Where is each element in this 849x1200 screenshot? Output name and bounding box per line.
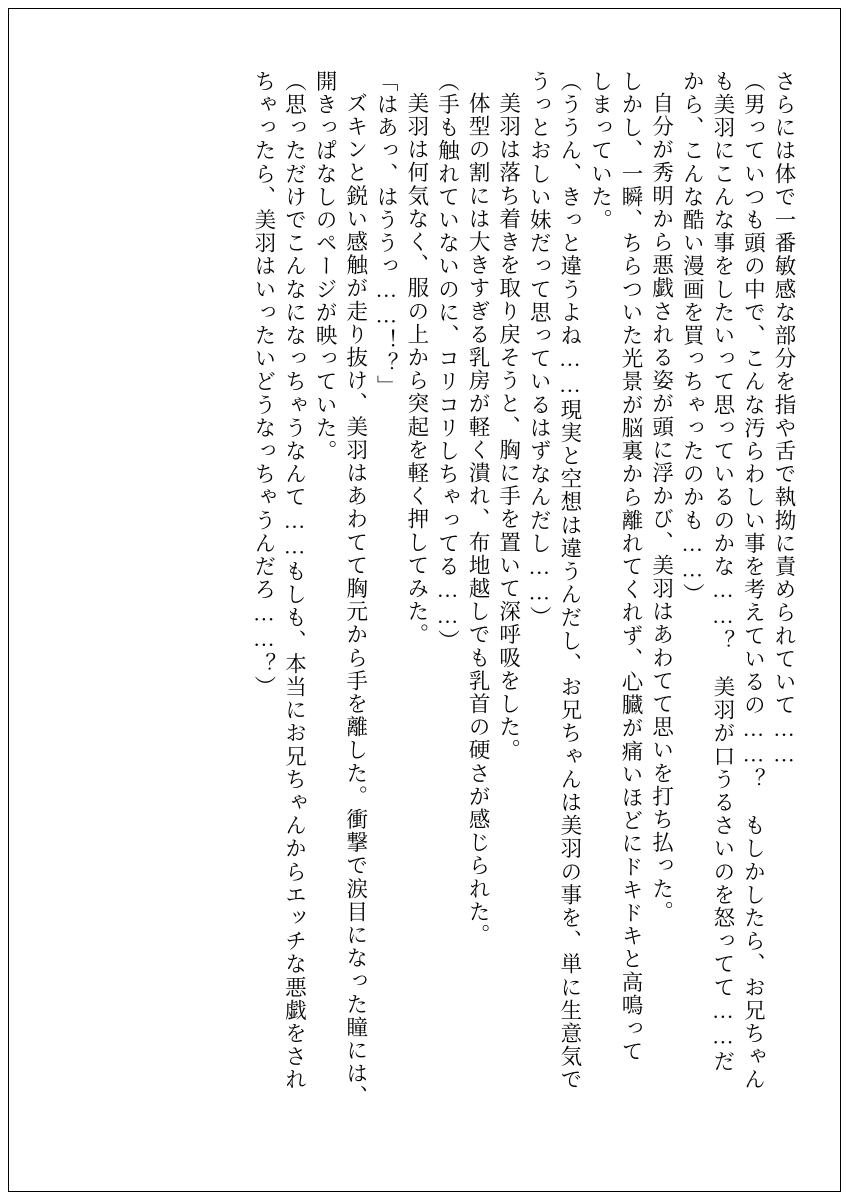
- text-line: しかし、一瞬、ちらついた光景が脳裏から離れてくれず、心臓が痛いほどにドキドキと高鳴って: [619, 70, 644, 1064]
- text-line: うっとおしい妹だって思っているはずなんだし……）: [527, 70, 552, 630]
- text-line: から、こんな酷い漫画を買っちゃったのかも……）: [680, 70, 705, 607]
- text-line: 自分が秀明から悪戯される姿が頭に浮かび、美羽はあわてて思いを打ち払った。: [649, 92, 674, 924]
- vertical-text-body: [56, 70, 794, 1130]
- text-line: （思っただけでこんなになっちゃうなんて……もしも、本当にお兄ちゃんからエッチな悪戯をされ: [282, 70, 307, 1092]
- text-line: 「はあっ、はううっ……！？」: [374, 70, 399, 399]
- text-line: （手も触れていないのに、コリコリしちゃってる……）: [435, 70, 460, 653]
- text-line: 体型の割には大きすぎる乳房が軽く潰れ、布地越しでも乳首の硬さが感じられた。: [466, 92, 491, 947]
- text-line: 美羽は何気なく、服の上から突起を軽く押してみた。: [404, 92, 429, 647]
- text-line: ズキンと鋭い感触が走り抜け、美羽はあわてて胸元から手を離した。衝撃で涙目になった瞳には、: [343, 92, 368, 1109]
- text-line: しまっていた。: [588, 70, 613, 232]
- text-line: ちゃったら、美羽はいったいどうなっちゃうんだろ……？）: [251, 70, 276, 699]
- text-line: も美羽にこんな事をしたいって思っているのかな……？ 美羽が口うるさいのを怒ってて……だ: [710, 70, 735, 1074]
- text-line: 開きっぱなしのページが映っていた。: [313, 70, 338, 463]
- text-line: 美羽は落ち着きを取り戻そうと、胸に手を置いて深呼吸をした。: [496, 92, 521, 762]
- text-line: さらには体で一番敏感な部分を指や舌で執拗に責められていて……: [772, 70, 796, 768]
- text-line: （男っていつも頭の中で、こんな汚らわしい事を考えているの……？ もしかしたら、お兄ちゃん: [741, 70, 766, 1092]
- text-line: （ううん、きっと違うよね……現実と空想は違うんだし、お兄ちゃんは美羽の事を、単に生意気で: [557, 70, 582, 1092]
